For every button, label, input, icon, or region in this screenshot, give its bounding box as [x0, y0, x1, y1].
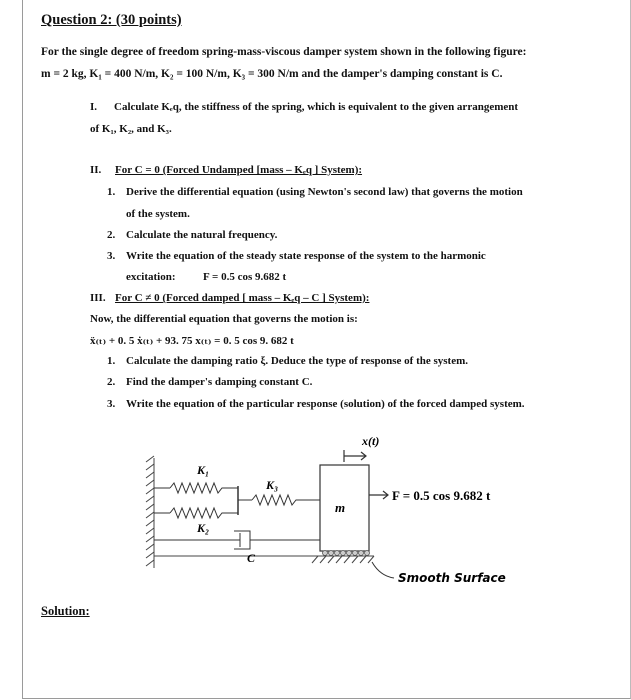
question-title: Question 2: (30 points) — [41, 12, 182, 28]
spring-k3 — [238, 495, 320, 505]
intro-line-1: For the single degree of freedom spring-mass-viscous damper system shown in the following figure: — [41, 46, 527, 58]
part2-item1-line1: Derive the differential equation (using Newton's second law) that governs the motion — [126, 186, 523, 198]
part3-numeral: III. — [90, 292, 106, 304]
label-surface: Smooth Surface — [398, 571, 506, 585]
displacement-arrow — [344, 450, 366, 462]
label-force: F = 0.5 cos 9.682 t — [392, 488, 491, 503]
spring-k1 — [154, 483, 238, 493]
spring-k2 — [154, 508, 238, 518]
label-k1: K₁ — [197, 463, 210, 477]
part3-item2-num: 2. — [107, 376, 116, 388]
part3-intro: Now, the differential equation that governs the motion is: — [90, 313, 358, 325]
damper-c — [154, 531, 320, 549]
part2-item3-line1: Write the equation of the steady state response of the system to the harmonic — [126, 250, 486, 262]
part2-item3-num: 3. — [107, 250, 116, 262]
ground-surface — [154, 556, 374, 563]
part3-item1-num: 1. — [107, 355, 116, 367]
part3-item3-text: Write the equation of the particular response (solution) of the forced damped system. — [126, 398, 525, 410]
part2-numeral: II. — [90, 164, 102, 176]
part3-item3-num: 3. — [107, 398, 116, 410]
label-mass: m — [335, 500, 346, 515]
part3-heading: For C ≠ 0 (Forced damped [ mass – Kₑq – C ] System): — [115, 292, 370, 304]
surface-leader-line — [372, 562, 394, 578]
label-k2: K₂ — [197, 521, 210, 535]
part2-item3-equation: F = 0.5 cos 9.682 t — [203, 271, 287, 283]
part1-numeral: I. — [90, 101, 98, 113]
part1-line2: of K₁, K₂, and K₃. — [90, 123, 172, 135]
part2-item3-label: excitation: — [126, 271, 176, 283]
label-k3: K₃ — [266, 478, 279, 492]
part2-heading: For C = 0 (Forced Undamped [mass – Kₑq ] System): — [115, 164, 363, 176]
label-displacement: x(t) — [362, 434, 380, 448]
force-arrow — [369, 491, 388, 499]
part2-item1-line2: of the system. — [126, 208, 190, 220]
part3-equation: ẍ₍ₜ₎ + 0. 5 ẋ₍ₜ₎ + 93. 75 x₍ₜ₎ = 0. 5 cos 9. 682 t — [90, 335, 294, 347]
part3-item1-text: Calculate the damping ratio ξ. Deduce the type of response of the system. — [126, 355, 468, 367]
part2-item2-line1: Calculate the natural frequency. — [126, 229, 278, 241]
part2-item1-num: 1. — [107, 186, 116, 198]
part1-line1: Calculate Kₑq, the stiffness of the spring, which is equivalent to the given arrangement — [114, 101, 519, 113]
label-c: C — [247, 551, 256, 565]
solution-heading: Solution: — [41, 604, 90, 618]
part3-item2-text: Find the damper's damping constant C. — [126, 376, 313, 388]
fixed-wall — [146, 456, 154, 568]
part2-item2-num: 2. — [107, 229, 116, 241]
intro-line-2: m = 2 kg, K₁ = 400 N/m, K₂ = 100 N/m, K₃ = 300 N/m and the damper's damping constant is C. — [41, 68, 503, 80]
